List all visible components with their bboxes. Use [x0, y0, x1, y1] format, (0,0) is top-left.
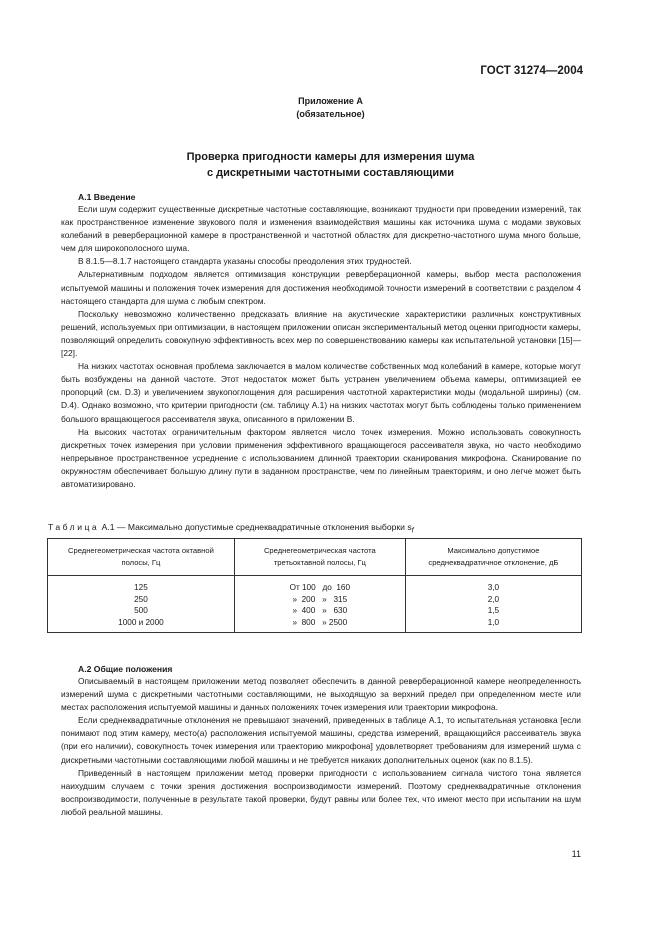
- page-number: 11: [571, 849, 581, 859]
- table-cell: » 400 » 630: [234, 605, 405, 617]
- annex-status: (обязательное): [296, 109, 365, 119]
- paragraph: На низких частотах основная проблема заключается в малом количестве собственных мод колебаний в камере, которые могут быть возбуждены на данной частоте. Этот недостаток может быть устранен увеличением объема камеры, оптимизацией ее пропорций (см. D.3) и увеличением звукопоглощения для расширения частотной характеристики моды (модальной ширины) (см. D.4). Однако возможно, что критерии пригодности (см. таблицу А.1) на низких частотах могут быть соблюдены только применением большого вращающегося рассеивателя звука, описанного в приложении В.: [61, 361, 581, 424]
- table-caption-text: А.1 — Максимально допустимые среднеквадратичные отклонения выборки s: [99, 522, 412, 532]
- table-caption-prefix: Таблица: [48, 522, 100, 532]
- paragraph: Если среднеквадратичные отклонения не превышают значений, приведенных в таблице А.1, то испытательная установка [если понимают под этим камеру, место(а) расположения испытуемой машины, средства измерений, вращающийся рассеиватель звука (при его наличии), совокупность точек измерения или траекторию микрофона] удовлетворяет требованиям для измерений шума с дискретными частотными составляющими любой машины и не требуется никаких дополнительных оценок (как по 8.1.5).: [61, 715, 581, 765]
- table-caption-subscript: f: [411, 526, 414, 535]
- annex-title: Приложение А: [298, 96, 363, 106]
- table-cell: 3,0: [405, 576, 581, 594]
- section-heading-a2: А.2 Общие положения: [78, 664, 173, 674]
- table-row: [48, 576, 582, 594]
- paragraph: В 8.1.5—8.1.7 настоящего стандарта указаны способы преодоления этих трудностей.: [78, 256, 412, 267]
- section-a1-body: [61, 203, 581, 491]
- table-cell: » 800 » 2500: [234, 617, 405, 633]
- standard-number: ГОСТ 31274—2004: [480, 65, 583, 77]
- table-header-cell: Максимально допустимое среднеквадратичное отклонение, дБ: [405, 539, 581, 576]
- table-cell: 1000 и 2000: [48, 617, 235, 633]
- paragraph: Описываемый в настоящем приложении метод позволяет обеспечить в данной реверберационной камере неопределенность измерений шума с дискретными частотными составляющими, не выходящую за верхний предел при определенном месте или местах расположения испытуемой машины и данных положениях точек измерения или траектории микрофона.: [61, 676, 581, 713]
- section-heading-a1: А.1 Введение: [78, 192, 136, 202]
- table-row: [48, 617, 582, 633]
- paragraph: Альтернативным подходом является оптимизация конструкции реверберационной камеры, выбор места расположения испытуемой машины и положения точек измерения для достижения необходимой точности измерений в соответствии с разделом 4 настоящего стандарта для шума с любым спектром.: [61, 269, 581, 306]
- deviation-table: [47, 538, 582, 633]
- table-cell: 1,0: [405, 617, 581, 633]
- section-a2-body: [61, 675, 581, 819]
- table-header-row: [48, 539, 582, 576]
- paragraph: Если шум содержит существенные дискретные частотные составляющие, возникают трудности при проведении измерений, так как пространственное изменение звукового поля и изменения взаимодействия машины как источника шума с модами звуковых колебаний в реверберационной камере в пространственной и частотной областях для дискретно-частотного шума много больше, чем для широкополосного шума.: [61, 204, 581, 254]
- paragraph: Приведенный в настоящем приложении метод проверки пригодности с использованием сигнала чистого тона является наихудшим случаем с точки зрения достижения воспроизводимости измерений. Поэтому среднеквадратичные отклонения воспроизводимости, полученные в результате такой проверки, будут равны или более тех, что имеют место при испытании на шум любой реальной машины.: [61, 767, 581, 817]
- table-cell: 125: [48, 576, 235, 594]
- table-cell: От 100 до 160: [234, 576, 405, 594]
- paragraph: На высоких частотах ограничительным фактором является число точек измерения. Можно использовать совокупность дискретных точек измерения при условии применения эффективного вращающегося рассеивателя звука, но часто необходимо непрерывное пространственное усреднение с использованием длинной траектории сканирования микрофона. Сканирование по окружностям обеспечивает большую длину пути в заданном пространстве, чем по линейным траекториям, и оно легче может быть автоматизировано.: [61, 426, 581, 489]
- table-cell: 250: [48, 594, 235, 606]
- table-caption: [48, 522, 414, 535]
- document-title-line-2: с дискретными частотными составляющими: [207, 167, 454, 179]
- table-cell: 2,0: [405, 594, 581, 606]
- table-header-cell: Среднегеометрическая частота третьоктавной полосы, Гц: [234, 539, 405, 576]
- paragraph: Поскольку невозможно количественно предсказать влияние на акустические характеристики различных конструктивных решений, используемых при оптимизации, в настоящем приложении описан экспериментальный метод оценки пригодности камеры, позволяющий определить совокупную эффективность всех мер по совершенствованию камеры как испытательной установки [15]—[22].: [61, 308, 581, 359]
- table-cell: 500: [48, 605, 235, 617]
- table-cell: » 200 » 315: [234, 594, 405, 606]
- table-row: [48, 605, 582, 617]
- document-title-line-1: Проверка пригодности камеры для измерения шума: [186, 151, 475, 163]
- table-row: [48, 594, 582, 606]
- table-cell: 1,5: [405, 605, 581, 617]
- table-header-cell: Среднегеометрическая частота октавной полосы, Гц: [48, 539, 235, 576]
